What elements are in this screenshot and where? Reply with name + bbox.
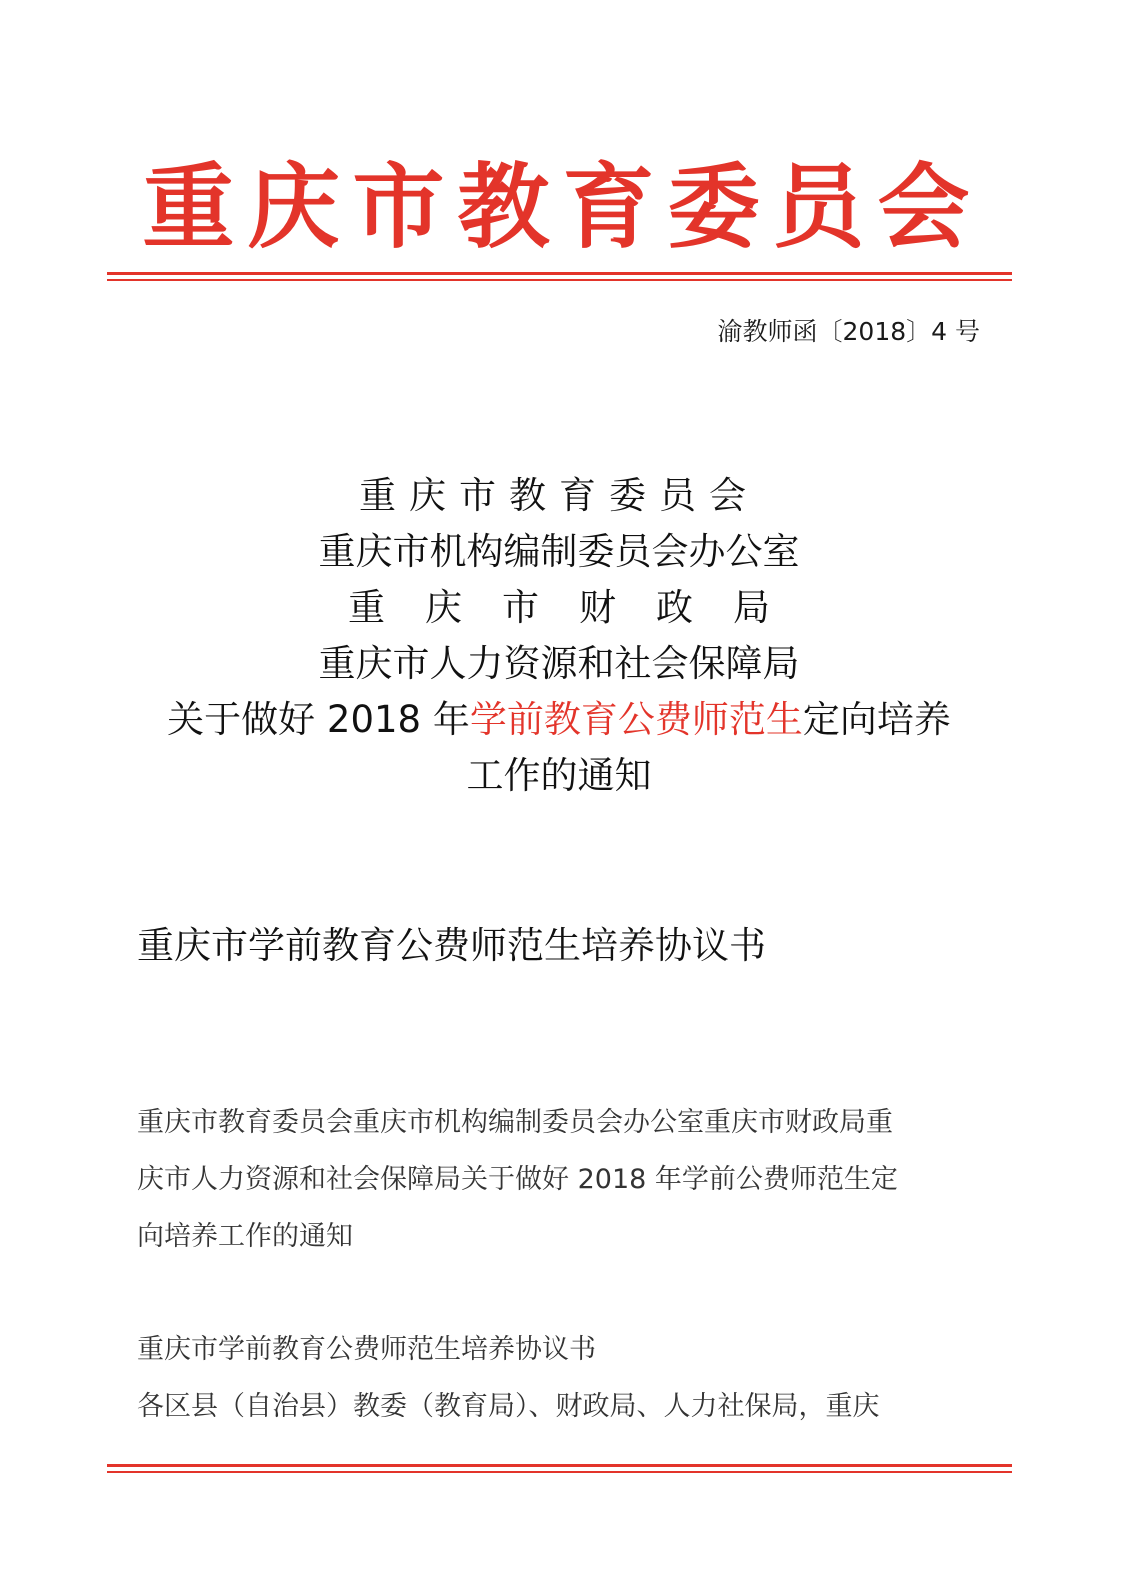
paragraph-gap <box>137 1265 997 1321</box>
body-paragraph-line: 重庆市教育委员会重庆市机构编制委员会办公室重庆市财政局重 <box>137 1107 893 1138</box>
body-paragraph-line: 向培养工作的通知 <box>137 1221 353 1252</box>
footer-red-rule <box>107 1464 1012 1474</box>
body-salutation-line: 各区县（自治县）教委（教育局）、财政局、人力社保局，重庆 <box>137 1391 880 1422</box>
title-issuer-hr: 重庆市人力资源和社会保障局 <box>318 642 800 685</box>
title-issuer-staffing: 重庆市机构编制委员会办公室 <box>318 530 800 573</box>
subject-highlight: 学前教育公费师范生 <box>469 698 803 741</box>
red-rule-thin <box>107 279 1012 281</box>
title-subject-last-line: 工作的通知 <box>466 754 652 797</box>
red-rule-thick <box>107 272 1012 275</box>
body-attachment-line: 重庆市学前教育公费师范生培养协议书 <box>137 1334 596 1365</box>
body-text <box>137 1094 997 1435</box>
attachment-heading: 重庆市学前教育公费师范生培养协议书 <box>137 924 766 967</box>
red-rule-thick <box>107 1464 1012 1467</box>
subject-prefix: 关于做好 2018 年 <box>167 698 470 741</box>
body-paragraph-line: 庆市人力资源和社会保障局关于做好 2018 年学前公费师范生定 <box>137 1164 898 1195</box>
masthead-red-rule <box>107 272 1012 282</box>
masthead-title: 重庆市教育委员会 <box>142 154 983 261</box>
title-subject-line <box>0 692 1118 748</box>
document-number: 渝教师函〔2018〕4 号 <box>717 317 980 346</box>
red-rule-thin <box>107 1471 1012 1473</box>
subject-suffix: 定向培养 <box>802 698 951 741</box>
title-issuer-education: 重庆市教育委员会 <box>359 474 759 517</box>
title-issuer-finance: 重庆市财政局 <box>348 586 810 629</box>
document-title-block <box>0 468 1118 804</box>
